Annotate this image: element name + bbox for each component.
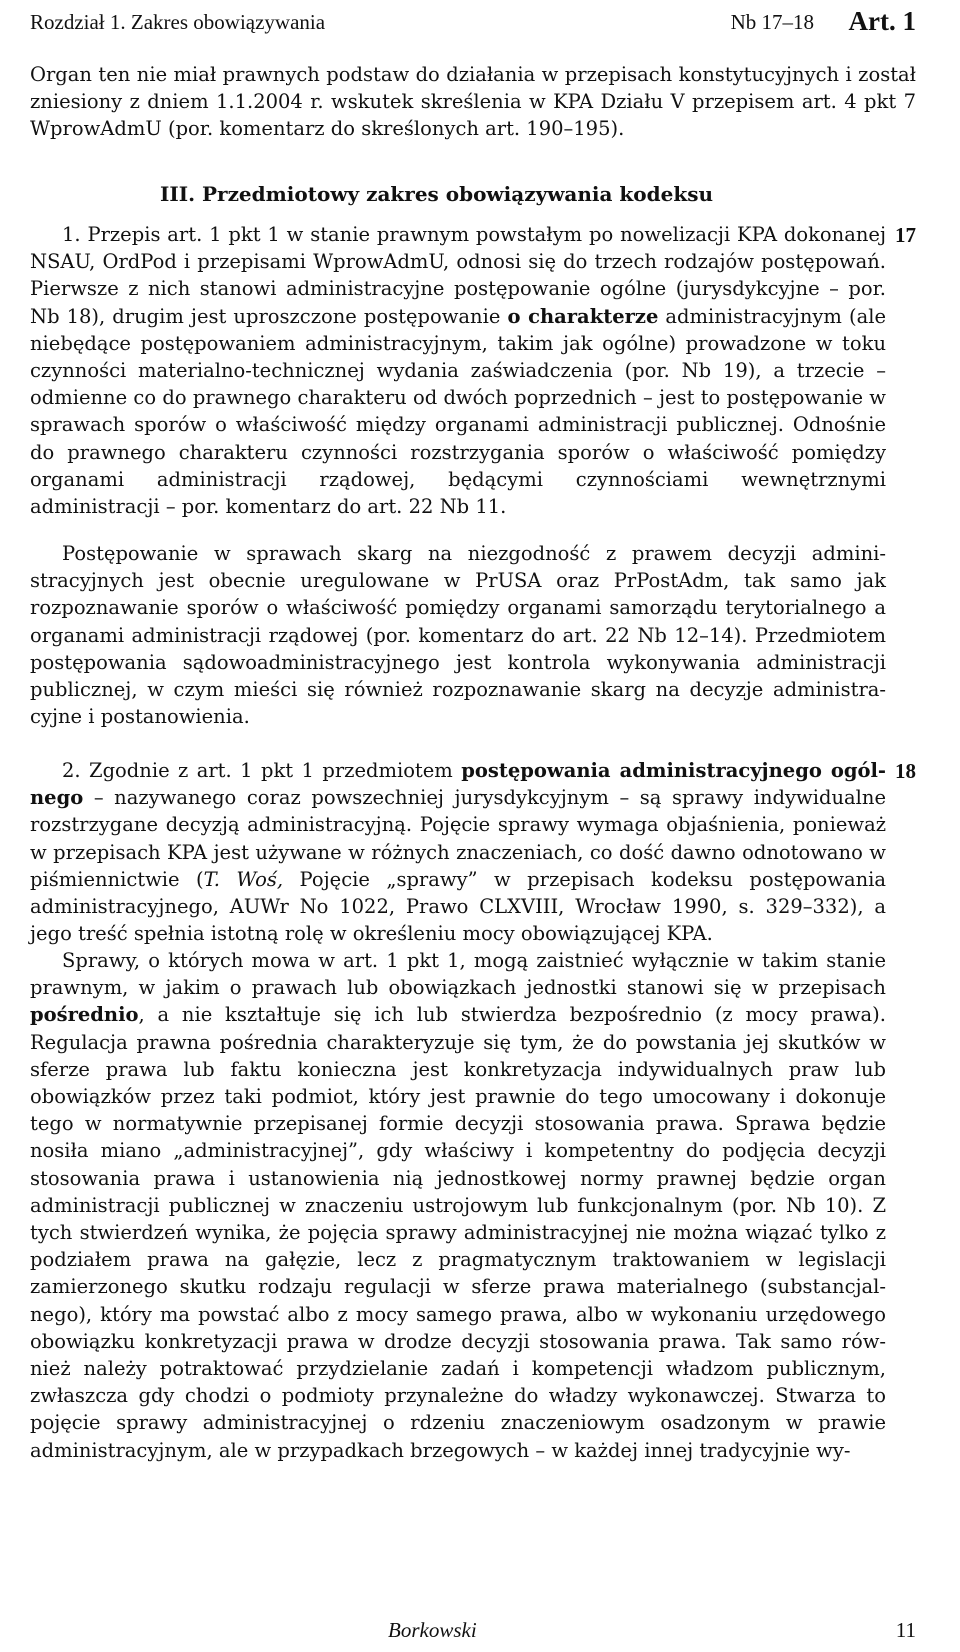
paragraph-1b: Postępowanie w sprawach skarg na niezgodność z prawem decyzji administracyjnych jest obecnie uregulowane w PrUSA oraz PrPostAdm, tak samo jak rozpoznawanie sporów o właściwość pomiędzy organami samorządu terytorialnego a organami administracji rządowej (por. komentarz do art. 22 Nb 12–14). Przedmiotem postępowania sądowoadministracyjnego jest kontrola wykonywania administracji publicznej, w czym mieści się również rozpoznawanie skarg na decyzje administracyjne i postanowienia. [30,542,886,729]
paragraph-2b-emphasis: pośrednio [30,1003,139,1027]
paragraph-1-text-cont: administracyjnym (ale niebędące postępowaniem administracyjnym, takim jak ogólne) prowadzone w toku czynności materialno-technicznej wydania zaświadczenia (por. Nb 19), a trzecie – odmienne co do prawnego charakteru od dwóch poprzednich – jest to postępowanie w sprawach sporów o właściwość między organami administracji publicznej. Odnośnie do prawnego charakteru czynności rozstrzygania sporów o właściwość pomiędzy organami administracji rządowej, będącymi czynnościami wewnętrznymi administracji – por. komentarz do art. 22 Nb 11. [30,304,886,519]
paragraph-2b-text-cont: , a nie kształtuje się ich lub stwierdza bezpośrednio (z mocy prawa). Regulacja prawna pośrednia charakteryzuje się tym, że do powstania jej skutków w sferze prawa lub faktu konieczna jest konkretyzacja indywidualnych praw lub obowiązków przez taki podmiot, który jest prawnie do tego umocowany i dokonuje tego w normatywnie przepisanej formie decyzji stosowania prawa. Sprawa będzie nosiła miano „administracyjnej”, gdy właściwy i kompetentny do podjęcia decyzji stosowania prawa i ustanowienia nią jednostkowej normy prawnej będzie organ administracji publicznej w znaczeniu ustrojowym lub funkcjonalnym (por. Nb 10). Z tych stwierdzeń wynika, że pojęcia sprawy administracyjnej nie można wiązać tylko z podziałem prawa na gałęzie, lecz z pragmatycznym traktowaniem w legislacji zamierzonego skutku rodzaju regulacji w sferze prawa materialnego (substancjalnego), który ma powstać albo z mocy samego prawa, albo w wykonaniu urzędowego obowiązku konkretyzacji prawa w drodze decyzji stosowania prawa. Tak samo również należy potraktować przydzielanie zadań i kompetencji władzom publicznym, zwłaszcza gdy chodzi o podmioty przynależne do władzy wykonawczej. Stwarza to pojęcie sprawy administracyjnej o rdzeniu znaczeniowym osadzonym w prawie administracyjnym, ale w przypadkach brzegowych – w każdej innej tradycyjnie wy- [30,1003,886,1462]
running-header [30,6,916,40]
paragraph-1-emphasis: o charakterze [507,304,659,328]
paragraph-2-emphasis: postępowania administracyjnego ogólnego [30,759,887,810]
paragraph-1 [30,221,886,520]
footer-author: Borkowski [388,1618,477,1642]
paragraph-1-text: 1. Przepis art. 1 pkt 1 w stanie prawnym powstałym po nowelizacji KPA dokonanej NSAU, OrdPod i przepisami WprowAdmU, odnosi się do trzech rodzajów postępowań. Pierwsze z nich stanowi administracyjne postępowanie ogólne (jurysdykcyjne – por. Nb 18), drugim jest uproszczone postępowanie [30,223,886,328]
paragraph-2-author: T. Woś, [203,867,284,891]
page-footer [30,1614,916,1648]
paragraph-2b-text: Sprawy, o których mowa w art. 1 pkt 1, mogą zaistnieć wyłącznie w takim stanie prawnym, w jakim o prawach lub obowiązkach jednostki stanowi się w przepisach [30,949,886,1000]
paragraph-2-text: 2. Zgodnie z art. 1 pkt 1 przedmiotem [62,759,462,782]
page-number: 11 [895,1618,916,1642]
document-page [30,0,916,1652]
intro-paragraph: Organ ten nie miał prawnych podstaw do działania w przepisach konstytucyjnych i został zniesiony z dniem 1.1.2004 r. wskutek skreślenia w KPA Działu V przepisem art. 4 pkt 7 WprowAdmU (por. komentarz do skreślonych art. 190–195). [30,63,916,141]
paragraph-2-text-cont: – nazywanego coraz powszechniej jurysdykcyjnym – są sprawy indywidualne rozstrzygane decyzją administracyjną. Pojęcie sprawy wymaga objaśnienia, ponieważ w przepisach KPA jest używane w różnych znaczeniach, co dość dawno odnotowano w piśmiennictwie ( [30,786,886,891]
margin-number-18: 18 [895,759,916,783]
article-label: Art. 1 [848,6,916,36]
paragraph-2 [30,757,886,947]
chapter-title: Rozdział 1. Zakres obowiązywania [30,10,326,34]
margin-number-17: 17 [895,223,916,247]
paragraph-2-text-end: Pojęcie „sprawy” w przepisach kodeksu postępowania administracyjnego, AUWr No 1022, Prawo CLXVIII, Wrocław 1990, s. 329–332), a jego treść spełnia istotną rolę w określeniu mocy obowiązującej KPA. [30,867,886,946]
section-heading: III. Przedmiotowy zakres obowiązywania kodeksu [160,182,713,206]
margin-number-range: Nb 17–18 [730,10,814,34]
paragraph-2b [30,947,886,1464]
